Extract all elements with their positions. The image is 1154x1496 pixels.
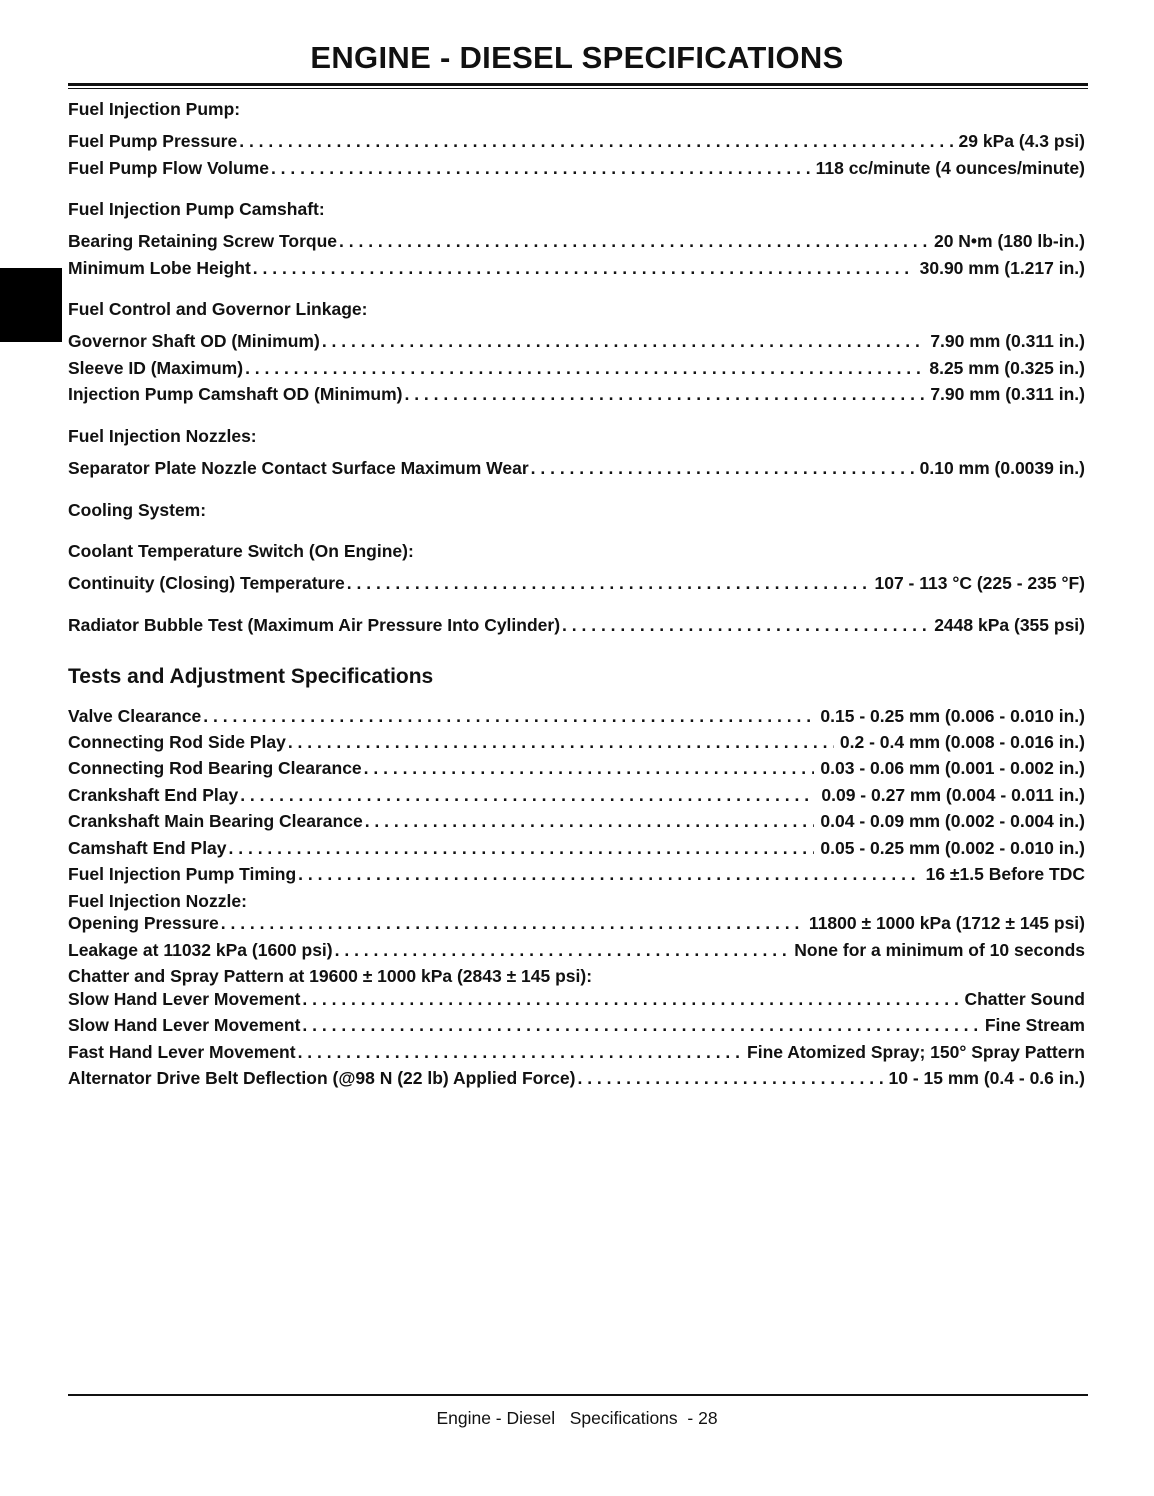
spec-value: None for a minimum of 10 seconds [794,940,1085,960]
spec-value: 0.03 - 0.06 mm (0.001 - 0.002 in.) [820,758,1085,778]
spec-row [68,357,1085,379]
heading-chatter-spray-pattern: Chatter and Spray Pattern at 19600 ± 1000 kPa (2843 ± 145 psi): [68,966,593,986]
dot-leader [345,572,869,594]
dot-leader [238,784,815,806]
spec-label: Connecting Rod Side Play [68,732,286,752]
spec-row [68,157,1085,179]
spec-label: Crankshaft End Play [68,785,239,805]
spec-label: Leakage at 11032 kPa (1600 psi) [68,940,333,960]
page-footer: Engine - Diesel Specifications - 28 [436,1408,718,1428]
title-rule [68,83,1088,86]
spec-label: Slow Hand Lever Movement [68,989,301,1009]
spec-value: 0.04 - 0.09 mm (0.002 - 0.004 in.) [820,811,1085,831]
spec-label: Injection Pump Camshaft OD (Minimum) [68,384,403,404]
spec-row [68,784,1085,806]
spec-value: Chatter Sound [964,989,1085,1009]
spec-label: Opening Pressure [68,913,219,933]
spec-row [68,457,1085,479]
spec-row [68,837,1085,859]
heading-coolant-temperature-switch: Coolant Temperature Switch (On Engine): [68,541,414,561]
spec-value: 7.90 mm (0.311 in.) [930,331,1085,351]
dot-leader [333,939,789,961]
spec-row [68,572,1085,594]
spec-value: 20 N•m (180 lb-in.) [933,231,1085,251]
section-title-tests: Tests and Adjustment Specifications [68,665,434,688]
dot-leader [300,988,958,1010]
spec-row [68,1014,1085,1036]
spec-label: Connecting Rod Bearing Clearance [68,758,362,778]
spec-row [68,614,1085,636]
spec-label: Radiator Bubble Test (Maximum Air Pressure Into Cylinder) [68,615,561,635]
spec-row [68,230,1085,252]
spec-row [68,705,1085,727]
spec-row [68,912,1085,934]
spec-label: Valve Clearance [68,706,202,726]
spec-row [68,863,1085,885]
spec-label: Continuity (Closing) Temperature [68,573,345,593]
dot-leader [296,1041,741,1063]
spec-value: 0.05 - 0.25 mm (0.002 - 0.010 in.) [820,838,1085,858]
spec-value: 11800 ± 1000 kPa (1712 ± 145 psi) [808,913,1085,933]
spec-label: Fuel Injection Pump Timing [68,864,297,884]
spec-value: 0.09 - 0.27 mm (0.004 - 0.011 in.) [821,785,1085,805]
spec-value: 107 - 113 °C (225 - 235 °F) [874,573,1085,593]
spec-value: 10 - 15 mm (0.4 - 0.6 in.) [888,1068,1085,1088]
spec-label: Separator Plate Nozzle Contact Surface Maximum Wear [68,458,529,478]
spec-value: 0.15 - 0.25 mm (0.006 - 0.010 in.) [820,706,1085,726]
spec-label: Bearing Retaining Screw Torque [68,231,338,251]
dot-leader [296,863,919,885]
dot-leader [269,157,810,179]
spec-label: Fuel Pump Pressure [68,131,238,151]
spec-value: 0.10 mm (0.0039 in.) [919,458,1085,478]
heading-fuel-injection-nozzle: Fuel Injection Nozzle: [68,891,247,911]
spec-value: 16 ±1.5 Before TDC [925,864,1085,884]
spec-value: 7.90 mm (0.311 in.) [930,384,1085,404]
dot-leader [402,383,924,405]
spec-row [68,1041,1085,1063]
footer-rule [68,1394,1088,1396]
dot-leader [237,130,952,152]
spec-row [68,988,1085,1010]
section-tab-marker [0,268,62,342]
dot-leader [243,357,923,379]
dot-leader [363,810,815,832]
spec-value: 0.2 - 0.4 mm (0.008 - 0.016 in.) [839,732,1085,752]
spec-value: 2448 kPa (355 psi) [934,615,1085,635]
dot-leader [337,230,928,252]
spec-row [68,1067,1085,1089]
dot-leader [320,330,925,352]
spec-label: Alternator Drive Belt Deflection (@98 N (22 lb) Applied Force) [68,1068,576,1088]
spec-row [68,330,1085,352]
spec-row [68,383,1085,405]
spec-row [68,757,1085,779]
dot-leader [529,457,914,479]
spec-label: Minimum Lobe Height [68,258,251,278]
heading-fuel-control: Fuel Control and Governor Linkage: [68,299,368,319]
spec-label: Slow Hand Lever Movement [68,1015,301,1035]
spec-label: Fast Hand Lever Movement [68,1042,296,1062]
spec-label: Sleeve ID (Maximum) [68,358,244,378]
title-rule-thin [68,88,1088,89]
spec-value: Fine Stream [984,1015,1085,1035]
spec-label: Camshaft End Play [68,838,227,858]
spec-row [68,257,1085,279]
spec-value: 8.25 mm (0.325 in.) [929,358,1085,378]
spec-row [68,810,1085,832]
spec-row [68,130,1085,152]
spec-value: Fine Atomized Spray; 150° Spray Pattern [747,1042,1085,1062]
heading-pump-camshaft: Fuel Injection Pump Camshaft: [68,199,325,219]
dot-leader [575,1067,882,1089]
dot-leader [362,757,815,779]
spec-row [68,731,1085,753]
spec-value: 30.90 mm (1.217 in.) [919,258,1085,278]
dot-leader [560,614,928,636]
dot-leader [201,705,814,727]
dot-leader [251,257,914,279]
spec-value: 29 kPa (4.3 psi) [958,131,1085,151]
heading-cooling-system: Cooling System: [68,500,207,520]
heading-fuel-injection-nozzles: Fuel Injection Nozzles: [68,426,257,446]
spec-label: Crankshaft Main Bearing Clearance [68,811,363,831]
heading-fuel-injection-pump: Fuel Injection Pump: [68,99,241,119]
spec-label: Fuel Pump Flow Volume [68,158,269,178]
dot-leader [300,1014,978,1036]
spec-row [68,939,1085,961]
dot-leader [227,837,815,859]
page-title: ENGINE - DIESEL SPECIFICATIONS [310,40,844,75]
dot-leader [286,731,834,753]
dot-leader [219,912,803,934]
spec-value: 118 cc/minute (4 ounces/minute) [815,158,1085,178]
spec-label: Governor Shaft OD (Minimum) [68,331,320,351]
